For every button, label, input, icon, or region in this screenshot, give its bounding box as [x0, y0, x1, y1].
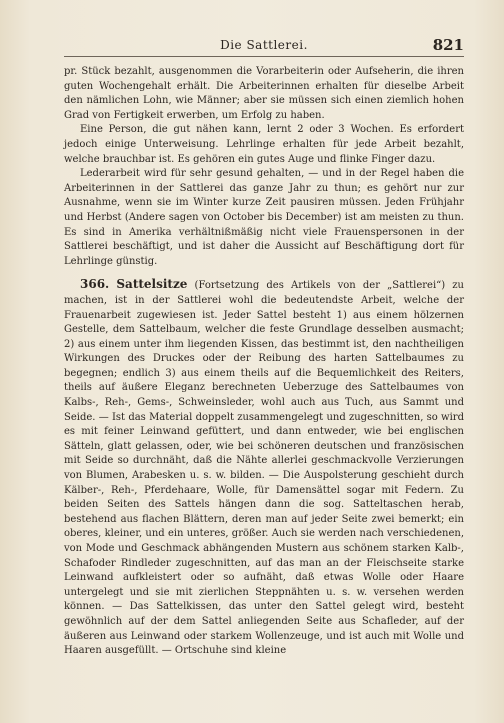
section-saddle-seats	[64, 277, 464, 658]
section-number: 366.	[80, 277, 110, 292]
section-text: (Fortsetzung des Artikels von der „Sattlerei“) zu machen, ist in der Sattlerei wohl die bedeutendste Arbeit, welche der Frauenarbeit zugewiesen ist. Jeder Sattel besteht 1) aus einem hölzernen Gestelle, dem Sattelbaum, welcher die feste Grundlage desselben ausmacht; 2) aus einem unter ihm liegenden Kissen, das bestimmt ist, den nachtheiligen Wirkungen des Druckes oder der Reibung des harten Sattelbaumes zu begegnen; endlich 3) aus einem theils auf die Bequemlichkeit des Reiters, theils auf äußere Eleganz berechneten Ueberzuge des Sattelbaumes von Kalbs-, Reh-, Gems-, Schweinsleder, wohl auch aus Tuch, aus Sammt und Seide. — Ist das Material doppelt zusammengelegt und zugeschnitten, so wird es mit feiner Leinwand gefüttert, und dann entweder, wie bei englischen Sätteln, glatt gelassen, oder, wie bei schöneren deutschen und französischen mit Seide so durchnäht, daß die Nähte allerlei geschmackvolle Verzierungen von Blumen, Arabesken u. s. w. bilden. — Die Auspolsterung geschieht durch Kälber-, Reh-, Pferdehaare, Wolle, für Damensättel sogar mit Federn. Zu beiden Seiten des Sattels hängen dann die sog. Satteltaschen herab, bestehend aus flachen Blättern, deren man auf jeder Seite zwei bemerkt; ein oberes, kleiner, und ein unteres, größer. Auch sie werden nach verschiedenen, von Mode und Geschmack abhängenden Mustern aus schönem starken Kalb-, Schafoder Rindleder zugeschnitten, auf das man an der Fleischseite starke Leinwand aufkleistert oder so aufnäht, daß etwas Wolle oder Haare untergelegt und sie mit zierlichen Steppnähten u. s. w. versehen werden können. — Das Sattelkissen, das unter den Sattel gelegt wird, besteht gewöhnlich auf der dem Sattel anliegenden Seite aus Schafleder, auf der äußeren aus Leinwand oder starkem Wollenzeuge, und ist auch mit Wolle und Haaren ausgefüllt. — Ortschuhe sind kleine	[64, 280, 464, 657]
paragraph-leatherwork: Lederarbeit wird für sehr gesund gehalten, — und in der Regel haben die Arbeiterinnen in der Sattlerei das ganze Jahr zu thun; es gehört nur zur Ausnahme, wenn sie im Winter kurze Zeit pausiren müssen. Jeden Frühjahr und Herbst (Andere sagen von October bis December) ist am meisten zu thun. Es sind in Amerika verhältnißmäßig nicht viele Frauenspersonen in der Sattlerei beschäftigt, und ist daher die Aussicht auf Beschäftigung dort für Lehrlinge günstig.	[64, 168, 464, 267]
page-body	[64, 65, 464, 659]
section-title: Sattelsitze	[116, 277, 188, 292]
page-number: 821	[432, 36, 464, 54]
page-header	[64, 36, 464, 57]
running-title: Die Sattlerei.	[220, 38, 308, 52]
paragraph-training: Eine Person, die gut nähen kann, lernt 2 oder 3 Wochen. Es erfordert jedoch einige Unterweisung. Lehrlinge erhalten für jede Arbeit bezahlt, welche brauchbar ist. Es gehören ein gutes Auge und flinke Finger dazu.	[64, 124, 464, 165]
paragraph-piecework: pr. Stück bezahlt, ausgenommen die Vorarbeiterin oder Aufseherin, die ihren guten Wochengehalt erhält. Die Arbeiterinnen erhalten für dieselbe Arbeit den nämlichen Lohn, wie Männer; aber sie müssen sich einen ziemlich hohen Grad von Fertigkeit erwerben, um Erfolg zu haben.	[64, 66, 464, 121]
